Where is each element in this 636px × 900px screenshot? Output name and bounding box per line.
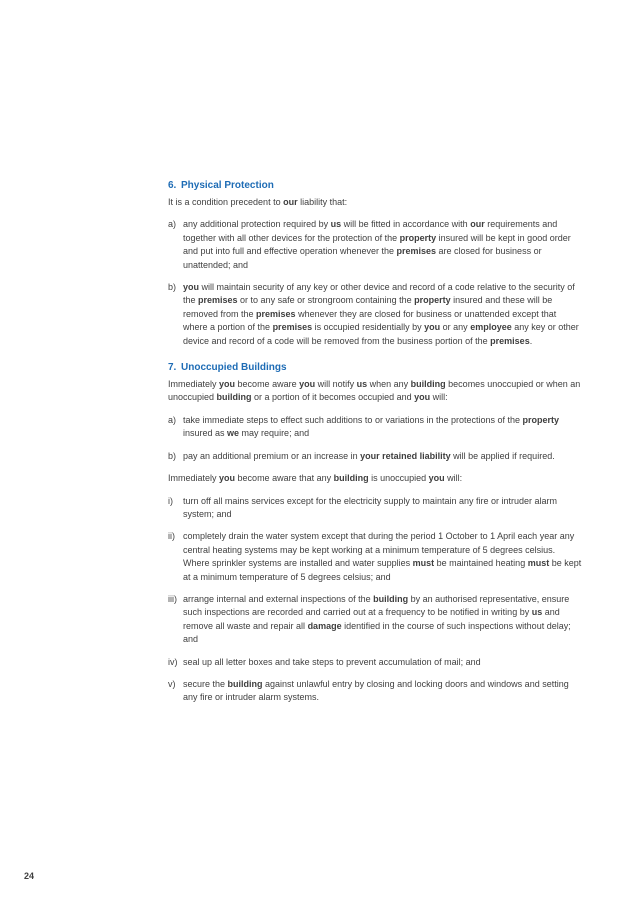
list-item	[168, 414, 582, 441]
list-item-text	[183, 414, 582, 441]
text-run: be maintained heating	[434, 558, 528, 569]
text-run: turn off all mains services except for the electricity supply to maintain any fire or intruder alarm system; and	[183, 495, 557, 519]
text-run: Immediately	[168, 379, 220, 390]
list-item-marker: b)	[168, 282, 177, 293]
defined-term: property	[414, 295, 451, 306]
list-item	[168, 281, 582, 348]
list-item	[168, 450, 582, 463]
defined-term: you	[219, 379, 236, 390]
text-run: becomes unoccupied or when an unoccupied	[168, 379, 581, 403]
defined-term: you	[428, 473, 445, 484]
list-item-text	[183, 281, 582, 348]
text-run: be kept at a minimum temperature of 5 degrees celsius; and	[183, 558, 582, 582]
section-unoccupied-buildings	[168, 361, 582, 705]
text-run: Immediately	[168, 473, 220, 484]
text-run: .	[529, 335, 533, 346]
defined-term: we	[227, 428, 240, 439]
defined-term: premises	[396, 246, 437, 257]
document-content	[168, 179, 582, 718]
paragraph	[168, 378, 582, 405]
list-item-marker: iv)	[168, 656, 178, 667]
text-run: will be applied if required.	[450, 450, 555, 461]
text-run: and remove all waste and repair all	[183, 607, 560, 631]
list-item	[168, 218, 582, 272]
defined-term: building	[410, 379, 446, 390]
text-run: It is a condition precedent to	[168, 197, 284, 207]
text-run: insured and these will be removed from the	[183, 295, 553, 319]
text-run: liability that:	[297, 197, 348, 207]
list-item-text	[183, 593, 582, 647]
text-run: seal up all letter boxes and take steps to prevent accumulation of mail; and	[183, 656, 481, 667]
defined-term: premises	[256, 308, 296, 319]
list-item	[168, 593, 582, 647]
text-run: take immediate steps to effect such additions to or variations in the protections of the	[183, 414, 523, 425]
list-item-marker: a)	[168, 219, 177, 230]
defined-term: our	[470, 219, 485, 230]
list-item-text	[183, 218, 582, 272]
text-run: or any	[440, 322, 471, 333]
defined-term: you	[424, 322, 441, 333]
text-run: may require; and	[239, 428, 310, 439]
text-run: is occupied residentially by	[312, 322, 425, 333]
text-run: is unoccupied	[368, 473, 429, 484]
list-item	[168, 656, 582, 669]
defined-term: employee	[470, 322, 512, 333]
defined-term: building	[227, 678, 263, 689]
list-item-text	[183, 656, 582, 669]
defined-term: you	[219, 473, 236, 484]
defined-term: property	[399, 232, 437, 243]
text-run: pay an additional premium or an increase in	[183, 450, 361, 461]
text-run: or to any safe or strongroom containing the	[237, 295, 415, 306]
list-item	[168, 530, 582, 584]
section-heading	[168, 179, 582, 192]
defined-term: premises	[490, 335, 530, 346]
text-run: will maintain security of any key or other device and record of a code relative to the security of the	[183, 282, 575, 306]
text-run: or a portion of it becomes occupied and	[251, 392, 415, 403]
defined-term: must	[527, 558, 550, 569]
text-run: will be fitted in accordance with	[341, 219, 471, 230]
list-item-text	[183, 495, 582, 522]
list-item-text	[183, 678, 582, 705]
text-run: secure the	[183, 678, 228, 689]
text-run: become aware	[235, 379, 300, 390]
text-run: will:	[430, 392, 448, 403]
defined-term: premises	[198, 295, 238, 306]
section-title: Unoccupied Buildings	[181, 362, 287, 374]
section-physical-protection	[168, 179, 582, 348]
text-run: requirements and together with all other devices for the protection of the	[183, 219, 558, 243]
defined-term: property	[522, 414, 560, 425]
text-run: when any	[367, 379, 411, 390]
text-run: will:	[444, 473, 463, 484]
page-number: 24	[24, 871, 35, 881]
defined-term: building	[333, 473, 369, 484]
list-item-marker: b)	[168, 450, 177, 461]
defined-term: us	[531, 607, 543, 618]
section-heading	[168, 361, 582, 374]
text-run: whenever they are closed for business or unattended except that where a portion of the	[183, 308, 557, 333]
defined-term: building	[216, 392, 252, 403]
text-run: insured will be kept in good order and put into full and effective operation whenever the	[183, 232, 571, 257]
defined-term: you	[414, 392, 431, 403]
list-item-text	[183, 450, 582, 463]
section-number: 6.	[168, 180, 177, 191]
text-run: are closed for business or unattended; and	[183, 246, 542, 270]
text-run: any key or other device and record of a code will be removed from the business portion of the	[183, 322, 579, 346]
defined-term: you	[299, 379, 316, 390]
text-run: will notify	[315, 379, 357, 390]
defined-term: damage	[307, 620, 342, 631]
list-item	[168, 678, 582, 705]
section-title: Physical Protection	[181, 180, 274, 191]
paragraph	[168, 196, 582, 209]
defined-term: building	[373, 593, 409, 604]
list-item-marker: v)	[168, 678, 176, 689]
text-run: against unlawful entry by closing and locking doors and windows and setting any fire or intruder alarm systems.	[183, 678, 569, 703]
list-item-marker: a)	[168, 414, 177, 425]
text-run: insured as	[183, 428, 228, 439]
defined-term: must	[412, 558, 435, 569]
text-run: become aware that any	[235, 473, 334, 484]
defined-term: us	[330, 219, 342, 230]
list-item-marker: ii)	[168, 531, 175, 542]
defined-term: your retained liability	[360, 450, 451, 461]
paragraph	[168, 472, 582, 485]
list-item	[168, 495, 582, 522]
defined-term: our	[283, 197, 298, 207]
text-run: any additional protection required by	[183, 219, 331, 230]
text-run: identified in the course of such inspections without delay; and	[183, 620, 571, 645]
defined-term: us	[356, 379, 368, 390]
list-item-marker: iii)	[168, 593, 177, 604]
text-run: arrange internal and external inspections of the	[183, 593, 374, 604]
section-number: 7.	[168, 362, 177, 374]
defined-term: you	[183, 282, 200, 293]
list-item-marker: i)	[168, 495, 173, 506]
text-run: by an authorised representative, ensure such inspections are recorded and carried out at a frequency to be notified in writing by	[183, 593, 570, 618]
list-item-text	[183, 530, 582, 584]
defined-term: premises	[272, 322, 313, 333]
text-run: completely drain the water system except that during the period 1 October to 1 April each year any central heating systems may be kept working at a minimum temperature of 5 degrees celsius. Where sprinkler systems are installed and water supplies	[183, 531, 575, 569]
